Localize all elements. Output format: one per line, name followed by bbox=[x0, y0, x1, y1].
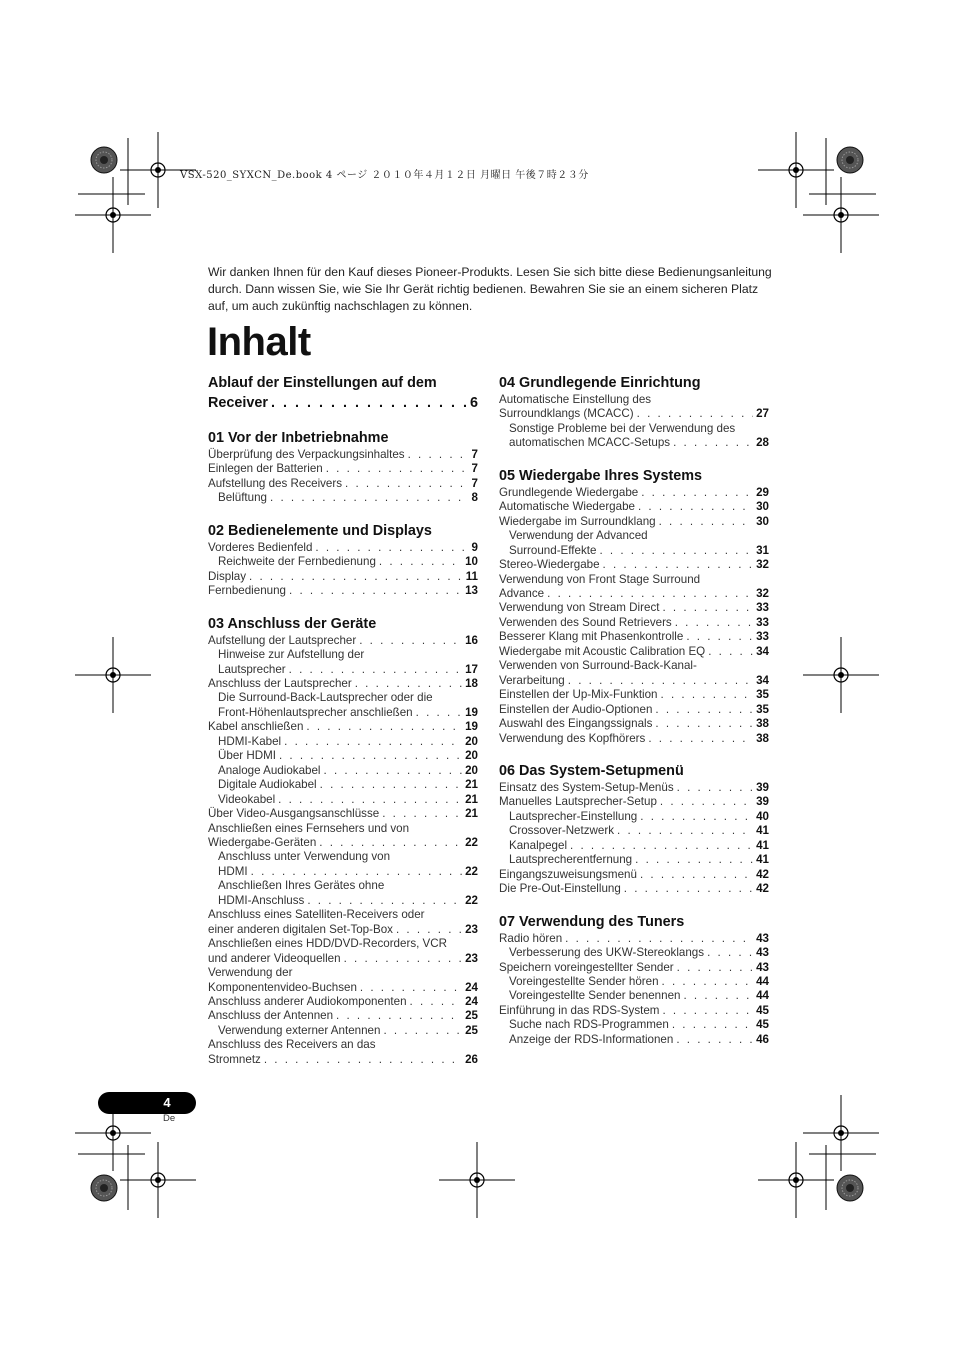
toc-entry-page: 21 bbox=[465, 807, 478, 821]
section-title[interactable]: 02 Bedienelemente und Displays bbox=[208, 522, 432, 539]
toc-entry-page: 19 bbox=[465, 720, 478, 734]
toc-entry-prefix: Verwenden von Surround-Back-Kanal- bbox=[499, 659, 697, 673]
dot-leader bbox=[249, 570, 463, 584]
toc-entry-title: Wiedergabe im Surroundklang bbox=[499, 514, 656, 528]
dot-leader bbox=[547, 587, 753, 601]
dot-leader bbox=[708, 645, 753, 659]
dot-leader bbox=[655, 717, 753, 731]
toc-entry-page: 41 bbox=[756, 824, 769, 838]
toc-entry-page: 40 bbox=[756, 809, 769, 823]
dot-leader bbox=[336, 1009, 462, 1023]
toc-entry-title: Komponentenvideo-Buchsen bbox=[208, 980, 357, 994]
dot-leader bbox=[306, 720, 462, 734]
toc-entry-prefix: Anschluss des Receivers an das bbox=[208, 1038, 376, 1052]
dot-leader bbox=[379, 555, 462, 569]
dot-leader bbox=[315, 541, 468, 555]
toc-entry-page: 24 bbox=[465, 994, 478, 1008]
toc-entry[interactable] bbox=[208, 555, 478, 569]
dot-leader bbox=[344, 952, 463, 966]
toc-list bbox=[208, 634, 478, 1068]
toc-entry-title: Verwendung externer Antennen bbox=[218, 1023, 381, 1037]
toc-entry[interactable] bbox=[208, 923, 478, 937]
toc-entry-page: 39 bbox=[756, 780, 769, 794]
toc-lead-entry[interactable] bbox=[208, 373, 478, 413]
page-title: Inhalt bbox=[207, 320, 311, 364]
toc-entry-page: 7 bbox=[471, 462, 478, 476]
toc-entry[interactable] bbox=[499, 717, 769, 731]
toc-entry-page: 23 bbox=[465, 922, 478, 936]
toc-entry-title: Stereo-Wiedergabe bbox=[499, 558, 600, 572]
toc-entry[interactable] bbox=[499, 544, 769, 558]
toc-entry[interactable] bbox=[499, 839, 769, 853]
toc-entry-page: 13 bbox=[465, 584, 478, 598]
toc-entry[interactable] bbox=[499, 1018, 769, 1032]
toc-entry-title: Anschluss anderer Audiokomponenten bbox=[208, 994, 407, 1008]
toc-entry[interactable] bbox=[499, 674, 769, 688]
toc-entry-page: 33 bbox=[756, 615, 769, 629]
dot-leader bbox=[570, 839, 753, 853]
toc-entry-page: 17 bbox=[465, 662, 478, 676]
toc-entry-title: Verwenden des Sound Retrievers bbox=[499, 615, 672, 629]
dot-leader bbox=[662, 975, 754, 989]
toc-entry-prefix: Die Surround-Back-Lautsprecher oder die bbox=[218, 691, 433, 705]
toc-entry[interactable] bbox=[499, 515, 769, 529]
toc-section bbox=[499, 373, 769, 451]
lead-entry-line1: Ablauf der Einstellungen auf dem bbox=[208, 375, 437, 391]
toc-entry[interactable] bbox=[208, 634, 478, 648]
dot-leader bbox=[640, 868, 753, 882]
dot-leader bbox=[617, 824, 753, 838]
toc-entry-title: HDMI-Kabel bbox=[218, 734, 282, 748]
dot-leader bbox=[707, 946, 753, 960]
toc-entry-page: 28 bbox=[756, 436, 769, 450]
toc-entry[interactable] bbox=[208, 807, 478, 821]
toc-entry-page: 7 bbox=[471, 448, 478, 461]
toc-entry-page: 11 bbox=[465, 569, 478, 583]
toc-entry-title: Vorderes Bedienfeld bbox=[208, 540, 313, 554]
toc-entry-prefix: Anschließen eines Fernsehers und von bbox=[208, 821, 410, 835]
dot-leader bbox=[410, 995, 463, 1009]
toc-entry[interactable] bbox=[499, 688, 769, 702]
toc-entry-title: Aufstellung der Lautsprecher bbox=[208, 633, 357, 647]
toc-entry-title: Voreingestellte Sender hören bbox=[509, 974, 659, 988]
dot-leader bbox=[661, 688, 754, 702]
toc-entry-page: 33 bbox=[756, 630, 769, 644]
toc-entry[interactable] bbox=[208, 570, 478, 584]
toc-entry-title: Radio hören bbox=[499, 931, 563, 945]
toc-entry[interactable] bbox=[208, 778, 478, 792]
dot-leader bbox=[270, 491, 469, 505]
toc-entry-page: 43 bbox=[756, 946, 769, 960]
dot-leader bbox=[568, 674, 753, 688]
toc-entry-title: Belüftung bbox=[218, 491, 267, 505]
toc-entry-page: 21 bbox=[465, 778, 478, 792]
toc-entry-page: 44 bbox=[756, 974, 769, 988]
toc-entry-title: Verwendung von Stream Direct bbox=[499, 601, 660, 615]
toc-entry[interactable] bbox=[499, 645, 769, 659]
file-info-header: VSX-520_SYXCN_De.book 4 ページ ２０１０年４月１２日 月曜日 午後７時２３分 bbox=[180, 170, 589, 181]
dot-leader bbox=[360, 981, 462, 995]
toc-entry-page: 18 bbox=[465, 676, 478, 690]
toc-entry-prefix: Anschließen Ihres Gerätes ohne bbox=[218, 879, 385, 893]
dot-leader bbox=[662, 601, 753, 615]
toc-entry[interactable] bbox=[499, 587, 769, 601]
lead-entry-page: 6 bbox=[469, 395, 478, 411]
dot-leader bbox=[251, 865, 462, 879]
toc-entry[interactable] bbox=[499, 630, 769, 644]
toc-entry-title: Voreingestellte Sender benennen bbox=[509, 989, 681, 1003]
toc-entry-title: Surroundklangs (MCACC) bbox=[499, 407, 634, 421]
toc-entry-page: 21 bbox=[465, 792, 478, 806]
toc-list bbox=[499, 393, 769, 451]
toc-entry-page: 20 bbox=[465, 734, 478, 748]
toc-entry-page: 27 bbox=[756, 407, 769, 421]
dot-leader bbox=[416, 706, 462, 720]
toc-entry-title: Einlegen der Batterien bbox=[208, 462, 323, 476]
dot-leader bbox=[320, 778, 462, 792]
dot-leader bbox=[648, 732, 753, 746]
dot-leader bbox=[662, 1004, 753, 1018]
toc-entry-page: 29 bbox=[756, 485, 769, 499]
toc-entry-title: Kanalpegel bbox=[509, 838, 568, 852]
toc-entry-prefix: Verwendung der bbox=[208, 966, 293, 980]
toc-entry[interactable] bbox=[499, 732, 769, 746]
toc-entry-prefix: Verwendung der Advanced bbox=[509, 529, 648, 543]
dot-leader bbox=[284, 735, 462, 749]
toc-entry-page: 38 bbox=[756, 717, 769, 731]
toc-entry-title: Surround-Effekte bbox=[509, 543, 597, 557]
toc-entry-title: Automatische Wiedergabe bbox=[499, 500, 635, 514]
toc-entry[interactable] bbox=[208, 894, 478, 908]
toc-entry-title: Stromnetz bbox=[208, 1052, 261, 1066]
toc-entry-title: Einstellen der Audio-Optionen bbox=[499, 702, 653, 716]
toc-entry-page: 45 bbox=[756, 1003, 769, 1017]
toc-entry-prefix: Anschließen eines HDD/DVD-Recorders, VCR bbox=[208, 937, 448, 951]
toc-entry[interactable] bbox=[499, 436, 769, 450]
toc-entry[interactable] bbox=[208, 952, 478, 966]
toc-entry-title: Fernbedienung bbox=[208, 584, 286, 598]
section-title[interactable]: 04 Grundlegende Einrichtung bbox=[499, 375, 701, 391]
dot-leader bbox=[326, 462, 469, 476]
dot-leader bbox=[637, 407, 753, 421]
toc-entry-title: Crossover-Netzwerk bbox=[509, 824, 615, 838]
toc-entry[interactable] bbox=[208, 462, 478, 476]
toc-list bbox=[499, 932, 769, 1048]
dot-leader bbox=[289, 584, 462, 598]
dot-leader bbox=[675, 616, 753, 630]
toc-entry-title: Front-Höhenlautsprecher anschließen bbox=[218, 705, 413, 719]
dot-leader bbox=[672, 1018, 753, 1032]
section-title[interactable]: 06 Das System-Setupmenü bbox=[499, 762, 684, 779]
toc-entry[interactable] bbox=[208, 541, 478, 555]
toc-entry-page: 34 bbox=[756, 673, 769, 687]
dot-leader bbox=[396, 923, 462, 937]
toc-entry[interactable] bbox=[499, 407, 769, 421]
toc-entry-title: HDMI-Anschluss bbox=[218, 893, 305, 907]
toc-entry[interactable] bbox=[499, 975, 769, 989]
toc-entry-title: Verwendung des Kopfhörers bbox=[499, 731, 646, 745]
toc-entry-page: 32 bbox=[756, 586, 769, 600]
toc-list bbox=[499, 486, 769, 746]
toc-entry-page: 46 bbox=[756, 1032, 769, 1046]
toc-entry[interactable] bbox=[208, 1009, 478, 1023]
toc-entry[interactable] bbox=[208, 663, 478, 677]
toc-entry-page: 23 bbox=[465, 951, 478, 965]
toc-entry-page: 41 bbox=[756, 853, 769, 867]
dot-leader bbox=[677, 781, 753, 795]
toc-entry-page: 44 bbox=[756, 989, 769, 1003]
toc-entry-page: 20 bbox=[465, 763, 478, 777]
dot-leader bbox=[655, 703, 753, 717]
toc-entry[interactable] bbox=[208, 706, 478, 720]
dot-leader bbox=[640, 810, 753, 824]
toc-entry-page: 39 bbox=[756, 795, 769, 809]
toc-section bbox=[208, 428, 478, 506]
toc-entry[interactable] bbox=[208, 1024, 478, 1038]
toc-entry-title: Auswahl des Eingangssignals bbox=[499, 717, 653, 731]
toc-entry-title: Speichern voreingestellter Sender bbox=[499, 960, 674, 974]
toc-entry-title: einer anderen digitalen Set-Top-Box bbox=[208, 922, 393, 936]
toc-entry-title: Digitale Audiokabel bbox=[218, 778, 317, 792]
toc-entry-title: Lautsprecherentfernung bbox=[509, 853, 633, 867]
toc-entry-page: 22 bbox=[465, 893, 478, 907]
toc-entry[interactable] bbox=[499, 868, 769, 882]
dot-leader bbox=[686, 630, 753, 644]
dot-leader bbox=[660, 795, 753, 809]
toc-entry-title: Display bbox=[208, 569, 247, 583]
page-number-badge bbox=[98, 1092, 196, 1114]
toc-entry-title: Wiedergabe mit Acoustic Calibration EQ bbox=[499, 644, 706, 658]
toc-entry-title: Über HDMI bbox=[218, 749, 276, 763]
toc-entry-title: Analoge Audiokabel bbox=[218, 763, 321, 777]
toc-entry-title: Einführung in das RDS-System bbox=[499, 1003, 660, 1017]
toc-entry[interactable] bbox=[499, 1004, 769, 1018]
dot-leader bbox=[641, 486, 753, 500]
toc-entry-title: Aufstellung des Receivers bbox=[208, 476, 343, 490]
toc-entry-page: 30 bbox=[756, 500, 769, 514]
toc-entry[interactable] bbox=[208, 677, 478, 691]
toc-entry-page: 25 bbox=[465, 1009, 478, 1023]
toc-list bbox=[208, 448, 478, 506]
toc-entry[interactable] bbox=[208, 735, 478, 749]
toc-section bbox=[208, 521, 478, 599]
dot-leader bbox=[383, 1024, 462, 1038]
toc-entry[interactable] bbox=[499, 1033, 769, 1047]
toc-entry-prefix: Hinweise zur Aufstellung der bbox=[218, 648, 365, 662]
toc-section bbox=[499, 761, 769, 897]
dot-leader bbox=[324, 764, 463, 778]
toc-entry[interactable] bbox=[208, 491, 478, 505]
toc-entry-page: 19 bbox=[465, 705, 478, 719]
toc-entry-page: 33 bbox=[756, 601, 769, 615]
dot-leader bbox=[603, 558, 754, 572]
toc-entry-title: Lautsprecher bbox=[218, 662, 286, 676]
dot-leader bbox=[289, 663, 462, 677]
toc-entry-page: 34 bbox=[756, 644, 769, 658]
dot-leader bbox=[264, 1053, 462, 1067]
toc-entry-title: Einstellen der Up-Mix-Funktion bbox=[499, 688, 658, 702]
toc-section bbox=[499, 466, 769, 746]
toc-entry[interactable] bbox=[208, 584, 478, 598]
dot-leader bbox=[319, 836, 462, 850]
dot-leader bbox=[624, 882, 753, 896]
toc-entry-page: 20 bbox=[465, 749, 478, 763]
toc-entry-page: 43 bbox=[756, 960, 769, 974]
dot-leader bbox=[408, 448, 469, 462]
toc-entry[interactable] bbox=[499, 616, 769, 630]
toc-entry[interactable] bbox=[499, 882, 769, 896]
toc-entry-title: Advance bbox=[499, 586, 545, 600]
page-number: 4 bbox=[163, 1095, 171, 1110]
toc-entry-page: 38 bbox=[756, 731, 769, 745]
dot-leader bbox=[676, 1033, 753, 1047]
toc-entry[interactable] bbox=[208, 477, 478, 491]
toc-entry-page: 9 bbox=[471, 540, 478, 554]
toc-entry-title: Besserer Klang mit Phasenkontrolle bbox=[499, 630, 684, 644]
section-title[interactable]: 05 Wiedergabe Ihres Systems bbox=[499, 467, 703, 484]
toc-section bbox=[499, 912, 769, 1048]
toc-entry-title: Anzeige der RDS-Informationen bbox=[509, 1032, 674, 1046]
intro-paragraph: Wir danken Ihnen für den Kauf dieses Pioneer-Produkts. Lesen Sie sich bitte diese Bedienungsanleitung durch. Dann wissen Sie, wie Sie Ihr Gerät richtig bedienen. Bewahren Sie sie an einem sicheren Platz auf, um auch zukünftig nachschlagen zu können. bbox=[208, 265, 772, 313]
toc-entry-title: Die Pre-Out-Einstellung bbox=[499, 882, 621, 896]
toc-entry-page: 35 bbox=[756, 702, 769, 716]
toc-entry-title: Grundlegende Wiedergabe bbox=[499, 485, 639, 499]
toc-entry[interactable] bbox=[208, 1053, 478, 1067]
toc-entry-title: Suche nach RDS-Programmen bbox=[509, 1018, 669, 1032]
toc-entry-page: 45 bbox=[756, 1018, 769, 1032]
toc-entry-page: 30 bbox=[756, 514, 769, 528]
toc-entry[interactable] bbox=[208, 764, 478, 778]
toc-entry-title: Anschluss der Lautsprecher bbox=[208, 676, 352, 690]
toc-entry[interactable] bbox=[208, 448, 478, 462]
toc-entry[interactable] bbox=[499, 601, 769, 615]
toc-entry[interactable] bbox=[208, 749, 478, 763]
dot-leader bbox=[359, 634, 462, 648]
toc-entry-title: Anschluss der Antennen bbox=[208, 1009, 334, 1023]
toc-entry-title: Lautsprecher-Einstellung bbox=[509, 809, 638, 823]
toc-entry-title: HDMI bbox=[218, 864, 248, 878]
toc-entry-page: 24 bbox=[465, 980, 478, 994]
dot-leader bbox=[673, 436, 753, 450]
toc-entry[interactable] bbox=[208, 995, 478, 1009]
dot-leader bbox=[307, 894, 462, 908]
toc-entry[interactable] bbox=[499, 703, 769, 717]
dot-leader bbox=[635, 853, 753, 867]
dot-leader bbox=[599, 544, 753, 558]
dot-leader bbox=[382, 807, 462, 821]
toc-entry[interactable] bbox=[499, 824, 769, 838]
toc-entry[interactable] bbox=[208, 865, 478, 879]
toc-entry-prefix: Sonstige Probleme bei der Verwendung des bbox=[509, 421, 736, 435]
toc-entry[interactable] bbox=[499, 946, 769, 960]
toc-entry-prefix: Automatische Einstellung des bbox=[499, 393, 652, 406]
toc-entry[interactable] bbox=[499, 795, 769, 809]
toc-entry-page: 22 bbox=[465, 864, 478, 878]
toc-entry-prefix: Anschluss eines Satelliten-Receivers oder bbox=[208, 908, 425, 922]
toc-entry[interactable] bbox=[499, 989, 769, 1003]
toc-entry-page: 7 bbox=[471, 476, 478, 490]
toc-column-right bbox=[499, 373, 769, 1062]
toc-list bbox=[499, 781, 769, 897]
dot-leader bbox=[345, 477, 469, 491]
toc-entry[interactable] bbox=[208, 836, 478, 850]
toc-entry-page: 31 bbox=[756, 543, 769, 557]
section-title[interactable]: 01 Vor der Inbetriebnahme bbox=[208, 430, 389, 446]
dot-leader bbox=[659, 515, 753, 529]
toc-entry-title: Überprüfung des Verpackungsinhaltes bbox=[208, 448, 405, 461]
lead-entry-line2: Receiver bbox=[208, 395, 269, 411]
dot-leader bbox=[565, 932, 753, 946]
toc-entry-prefix: Verwendung von Front Stage Surround bbox=[499, 572, 701, 586]
toc-entry-page: 26 bbox=[465, 1052, 478, 1066]
toc-entry-page: 25 bbox=[465, 1023, 478, 1037]
toc-entry[interactable] bbox=[208, 793, 478, 807]
toc-entry[interactable] bbox=[499, 558, 769, 572]
toc-entry-page: 16 bbox=[465, 633, 478, 647]
toc-list bbox=[208, 541, 478, 599]
toc-entry-page: 42 bbox=[756, 867, 769, 881]
toc-entry[interactable] bbox=[499, 961, 769, 975]
section-title[interactable]: 03 Anschluss der Geräte bbox=[208, 615, 377, 632]
toc-entry-page: 35 bbox=[756, 688, 769, 702]
toc-entry-title: Eingangszuweisungsmenü bbox=[499, 867, 637, 881]
toc-entry-title: und anderer Videoquellen bbox=[208, 951, 341, 965]
toc-entry[interactable] bbox=[499, 781, 769, 795]
toc-entry-prefix: Anschluss unter Verwendung von bbox=[218, 850, 391, 864]
dot-leader bbox=[638, 500, 753, 514]
toc-entry[interactable] bbox=[208, 981, 478, 995]
toc-entry[interactable] bbox=[208, 720, 478, 734]
toc-entry-title: Verbesserung des UKW-Stereoklangs bbox=[509, 946, 705, 960]
toc-entry-title: Über Video-Ausgangsanschlüsse bbox=[208, 807, 380, 821]
toc-entry[interactable] bbox=[499, 853, 769, 867]
toc-entry-title: Verarbeitung bbox=[499, 673, 565, 687]
dot-leader bbox=[278, 793, 462, 807]
toc-section bbox=[208, 614, 478, 1068]
toc-entry[interactable] bbox=[499, 486, 769, 500]
section-title[interactable]: 07 Verwendung des Tuners bbox=[499, 913, 685, 930]
toc-entry-title: Reichweite der Fernbedienung bbox=[218, 555, 376, 569]
dot-leader bbox=[355, 677, 462, 691]
dot-leader bbox=[677, 961, 753, 975]
language-code: De bbox=[163, 1113, 176, 1124]
toc-entry-page: 32 bbox=[756, 558, 769, 572]
dot-leader bbox=[683, 989, 753, 1003]
dot-leader bbox=[279, 749, 462, 763]
toc-entry[interactable] bbox=[499, 810, 769, 824]
toc-entry-page: 43 bbox=[756, 931, 769, 945]
toc-entry[interactable] bbox=[499, 500, 769, 514]
toc-entry-page: 8 bbox=[471, 491, 478, 505]
toc-entry-title: Manuelles Lautsprecher-Setup bbox=[499, 795, 657, 809]
toc-entry-page: 42 bbox=[756, 882, 769, 896]
toc-entry-title: automatischen MCACC-Setups bbox=[509, 436, 671, 450]
toc-entry[interactable] bbox=[499, 932, 769, 946]
toc-entry-page: 22 bbox=[465, 835, 478, 849]
toc-column-left bbox=[208, 373, 478, 1082]
toc-entry-title: Videokabel bbox=[218, 792, 276, 806]
toc-entry-title: Wiedergabe-Geräten bbox=[208, 835, 317, 849]
toc-entry-title: Einsatz des System-Setup-Menüs bbox=[499, 780, 674, 794]
toc-entry-title: Kabel anschließen bbox=[208, 720, 304, 734]
toc-entry-page: 10 bbox=[465, 555, 478, 569]
toc-entry-page: 41 bbox=[756, 838, 769, 852]
